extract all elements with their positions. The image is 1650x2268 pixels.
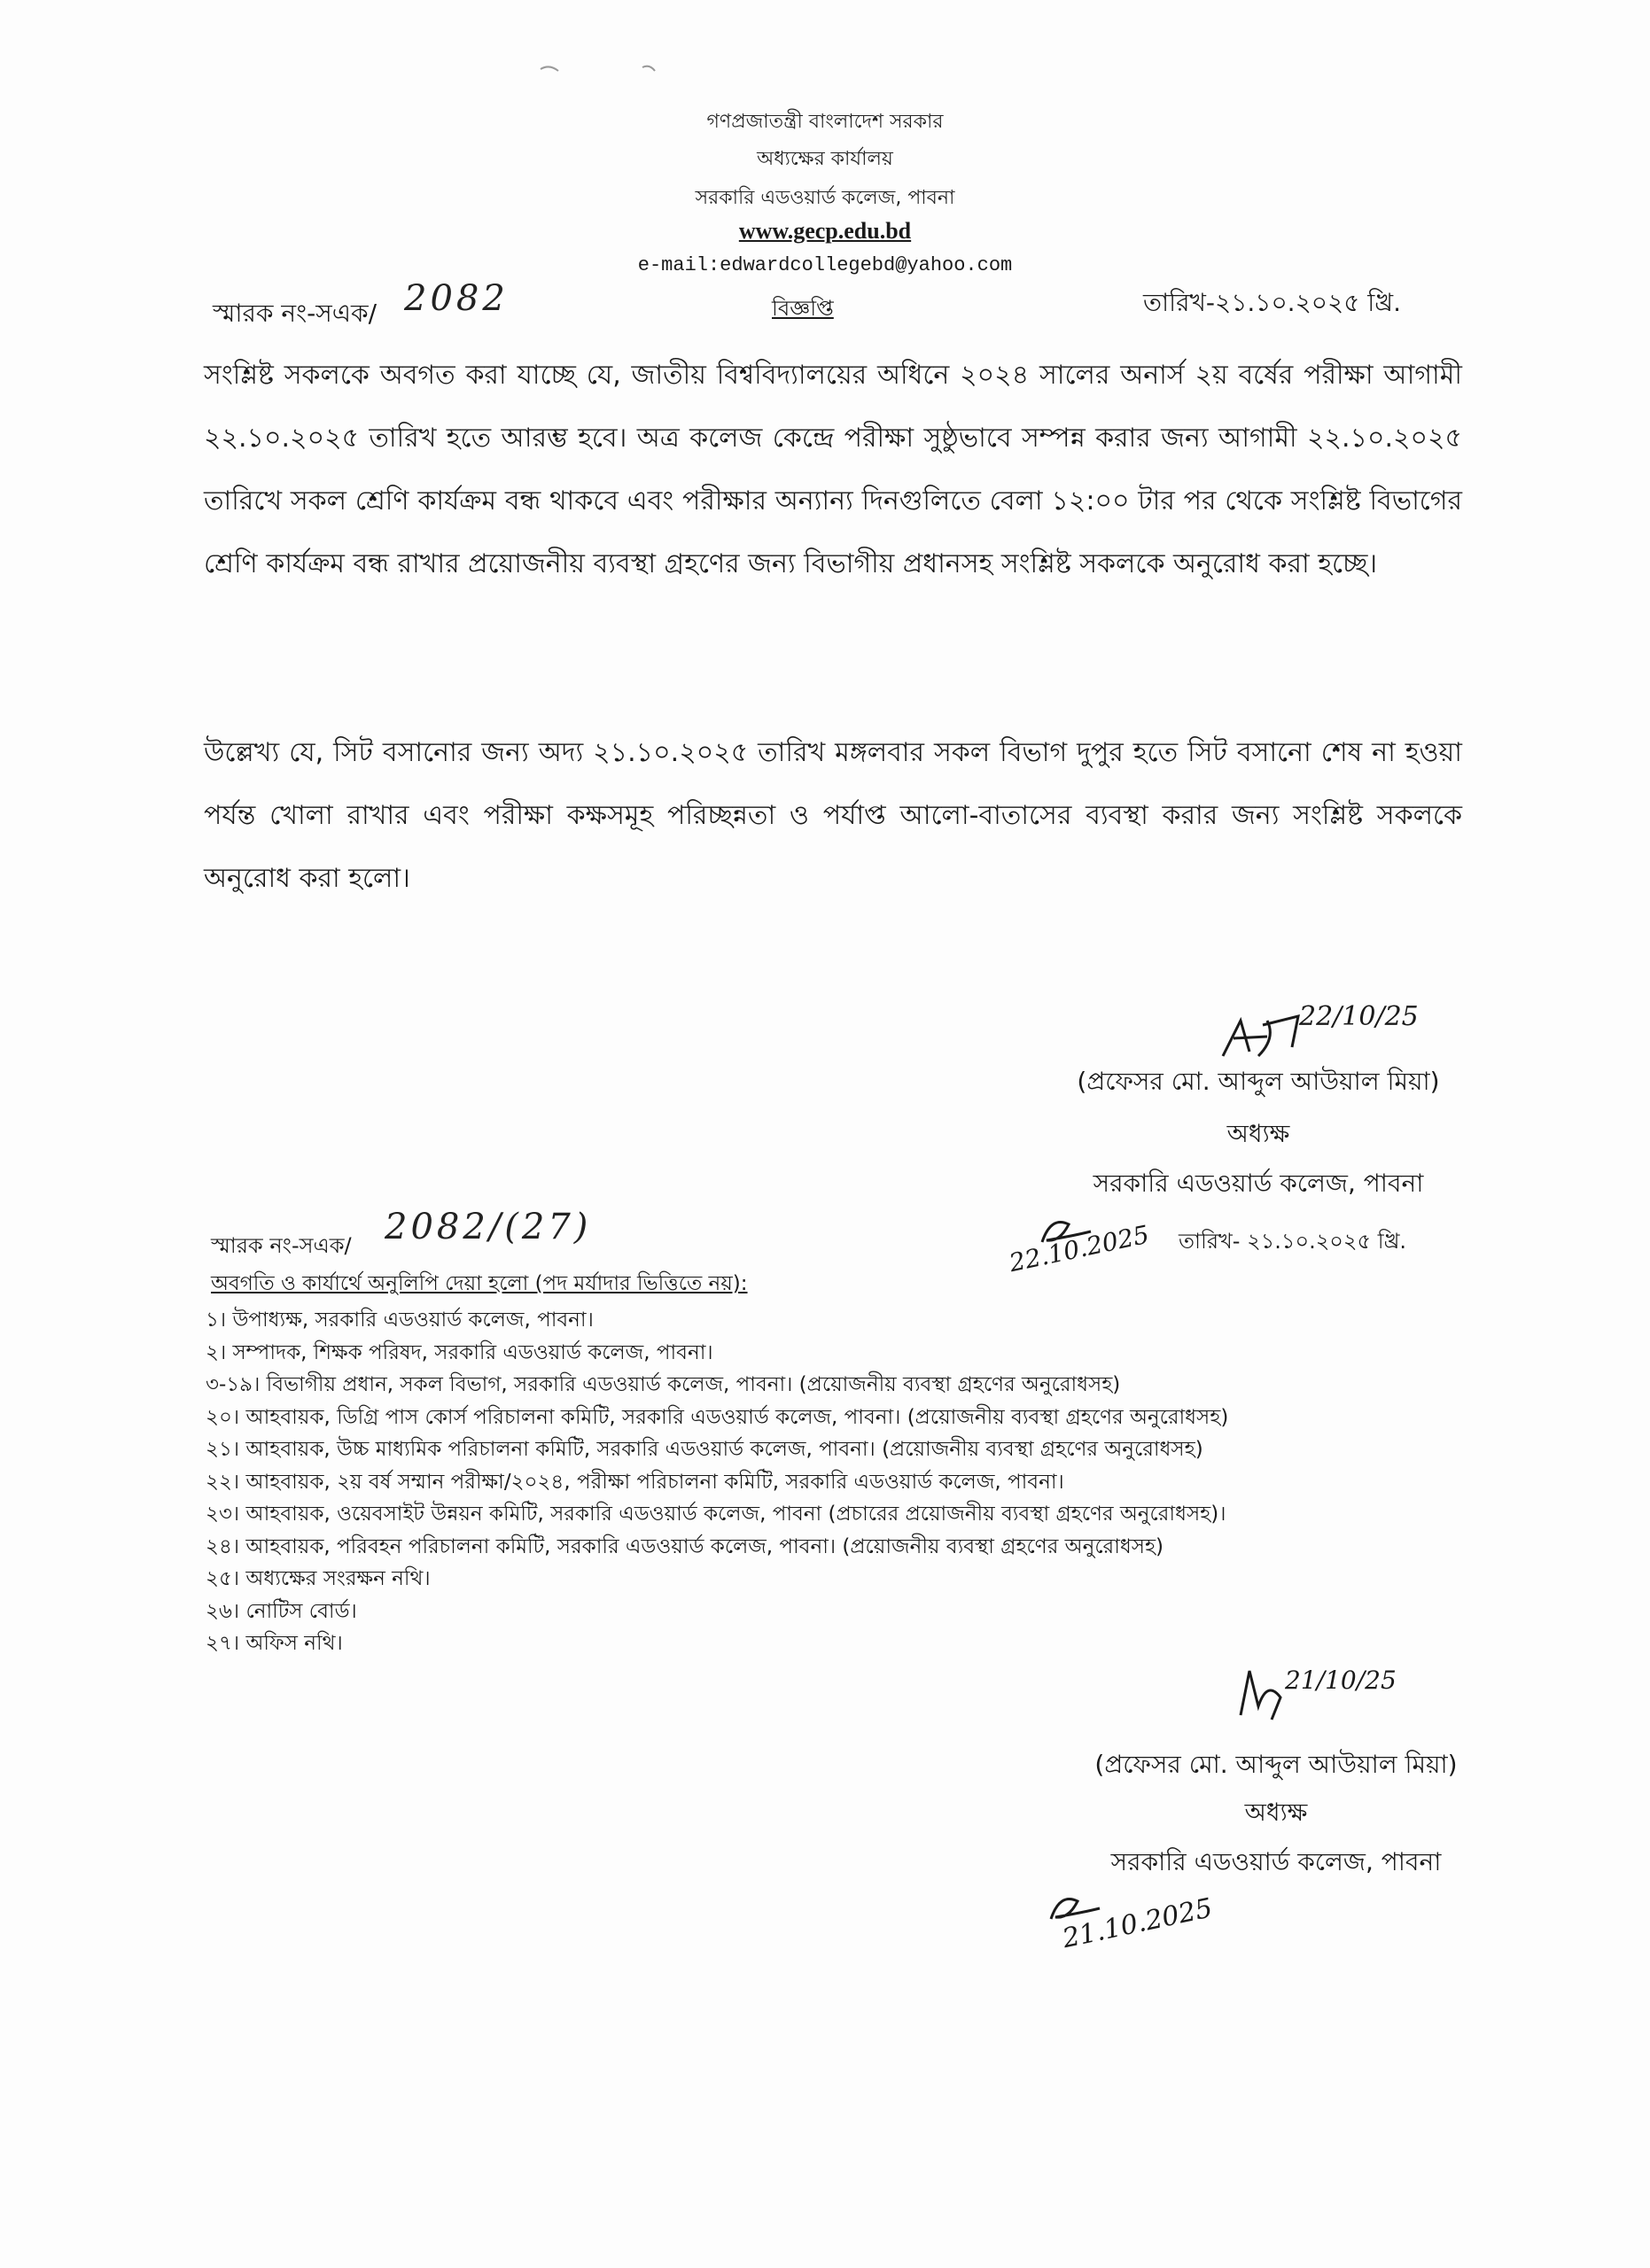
distribution-item: ২২। আহবায়ক, ২য় বর্ষ সম্মান পরীক্ষা/২০২৪, পরীক্ষা পরিচালনা কমিটি, সরকারি এডওয়ার্ড কলেজ, পাবনা। bbox=[206, 1470, 1064, 1494]
distribution-memo-label: স্মারক নং-সএক/ bbox=[211, 1233, 352, 1258]
distribution-item: ২৬। নোটিস বোর্ড। bbox=[206, 1599, 357, 1623]
body-paragraph-1: সংশ্লিষ্ট সকলকে অবগত করা যাচ্ছে যে, জাতীয় বিশ্ববিদ্যালয়ের অধিনে ২০২৪ সালের অনার্স ২য় বর্ষের পরীক্ষা আগামী ২২.১০.২০২৫ তারিখ হতে আরম্ভ হবে। অত্র কলেজ কেন্দ্রে পরীক্ষা সুষ্ঠুভাবে সম্পন্ন করার জন্য আগামী ২২.১০.২০২৫ তারিখে সকল শ্রেণি কার্যক্রম বন্ধ থাকবে এবং পরীক্ষার অন্যান্য দিনগুলিতে বেলা ১২:০০ টার পর থেকে সংশ্লিষ্ট বিভাগের শ্রেণি কার্যক্রম বন্ধ রাখার প্রয়োজনীয় ব্যবস্থা গ্রহণের জন্য বিভাগীয় প্রধানসহ সংশ্লিষ্ট সকলকে অনুরোধ করা হচ্ছে। bbox=[204, 360, 1462, 579]
header-email: e-mail:edwardcollegebd@yahoo.com bbox=[637, 254, 1013, 276]
signature-2-designation: অধ্যক্ষ bbox=[1244, 1798, 1308, 1827]
distribution-item: ২০। আহবায়ক, ডিগ্রি পাস কোর্স পরিচালনা কমিটি, সরকারি এডওয়ার্ড কলেজ, পাবনা। (প্রয়োজনীয় ব্যবস্থা গ্রহণের অনুরোধসহ) bbox=[206, 1405, 1229, 1429]
header-office: অধ্যক্ষের কার্যালয় bbox=[757, 148, 893, 170]
distribution-list bbox=[206, 1304, 1228, 1660]
signature-1-handwritten-date: 22/10/25 bbox=[1299, 1001, 1419, 1032]
signature-1-name: (প্রফেসর মো. আব্দুল আউয়াল মিয়া) bbox=[1077, 1067, 1440, 1096]
distribution-item: ১। উপাধ্যক্ষ, সরকারি এডওয়ার্ড কলেজ, পাবনা। bbox=[206, 1309, 594, 1332]
header-college: সরকারি এডওয়ার্ড কলেজ, পাবনা bbox=[695, 187, 955, 209]
scan-mark-decoration bbox=[532, 58, 665, 85]
distribution-item: ২৭। অফিস নথি। bbox=[206, 1632, 343, 1655]
distribution-memo-number-handwritten: 2082/(27) bbox=[385, 1207, 592, 1247]
distribution-date: তারিখ- ২১.১০.২০২৫ খ্রি. bbox=[1179, 1229, 1407, 1254]
distribution-item: ২। সম্পাদক, শিক্ষক পরিষদ, সরকারি এডওয়ার্ড কলেজ, পাবনা। bbox=[206, 1340, 713, 1364]
initial-date-1-handwritten: 22.10.2025 bbox=[1007, 1219, 1152, 1278]
header-government: গণপ্রজাতন্ত্রী বাংলাদেশ সরকার bbox=[706, 111, 944, 133]
header-website: www.gecp.edu.bd bbox=[738, 218, 912, 244]
signature-2-name: (প্রফেসর মো. আব্দুল আউয়াল মিয়া) bbox=[1094, 1750, 1458, 1779]
distribution-item: ২৪। আহবায়ক, পরিবহন পরিচালনা কমিটি, সরকারি এডওয়ার্ড কলেজ, পাবনা। (প্রয়োজনীয় ব্যবস্থা গ্রহণের অনুরোধসহ) bbox=[206, 1534, 1164, 1558]
distribution-heading: অবগতি ও কার্যার্থে অনুলিপি দেয়া হলো (পদ মর্যাদার ভিত্তিতে নয়): bbox=[211, 1272, 748, 1295]
notice-title: বিজ্ঞপ্তি bbox=[772, 296, 834, 321]
distribution-item: ৩-১৯। বিভাগীয় প্রধান, সকল বিভাগ, সরকারি এডওয়ার্ড কলেজ, পাবনা। (প্রয়োজনীয় ব্যবস্থা গ্রহণের অনুরোধসহ) bbox=[206, 1373, 1121, 1396]
distribution-item: ২৫। অধ্যক্ষের সংরক্ষন নথি। bbox=[206, 1567, 431, 1590]
signature-2-handwritten-date: 21/10/25 bbox=[1285, 1666, 1397, 1695]
distribution-item: ২১। আহবায়ক, উচ্চ মাধ্যমিক পরিচালনা কমিটি, সরকারি এডওয়ার্ড কলেজ, পাবনা। (প্রয়োজনীয় ব্যবস্থা গ্রহণের অনুরোধসহ) bbox=[206, 1438, 1203, 1461]
memo-label: স্মারক নং-সএক/ bbox=[213, 299, 377, 328]
signature-2-college: সরকারি এডওয়ার্ড কলেজ, পাবনা bbox=[1110, 1847, 1442, 1876]
memo-date: তারিখ-২১.১০.২০২৫ খ্রি. bbox=[1143, 288, 1402, 317]
distribution-item: ২৩। আহবায়ক, ওয়েবসাইট উন্নয়ন কমিটি, সরকারি এডওয়ার্ড কলেজ, পাবনা (প্রচারের প্রয়োজনীয় ব্যবস্থা গ্রহণের অনুরোধসহ)। bbox=[206, 1503, 1226, 1526]
signature-1-designation: অধ্যক্ষ bbox=[1226, 1119, 1290, 1148]
initial-date-2-handwritten: 21.10.2025 bbox=[1060, 1892, 1216, 1955]
signature-1-college: সরকারি এডওয়ার্ড কলেজ, পাবনা bbox=[1093, 1169, 1424, 1198]
body-paragraph-2: উল্লেখ্য যে, সিট বসানোর জন্য অদ্য ২১.১০.২০২৫ তারিখ মঙ্গলবার সকল বিভাগ দুপুর হতে সিট বসানো শেষ না হওয়া পর্যন্ত খোলা রাখার এবং পরীক্ষা কক্ষসমূহ পরিচ্ছন্নতা ও পর্যাপ্ত আলো-বাতাসের ব্যবস্থা করার জন্য সংশ্লিষ্ট সকলকে অনুরোধ করা হলো। bbox=[204, 737, 1462, 894]
memo-number-handwritten: 2082 bbox=[404, 278, 509, 319]
